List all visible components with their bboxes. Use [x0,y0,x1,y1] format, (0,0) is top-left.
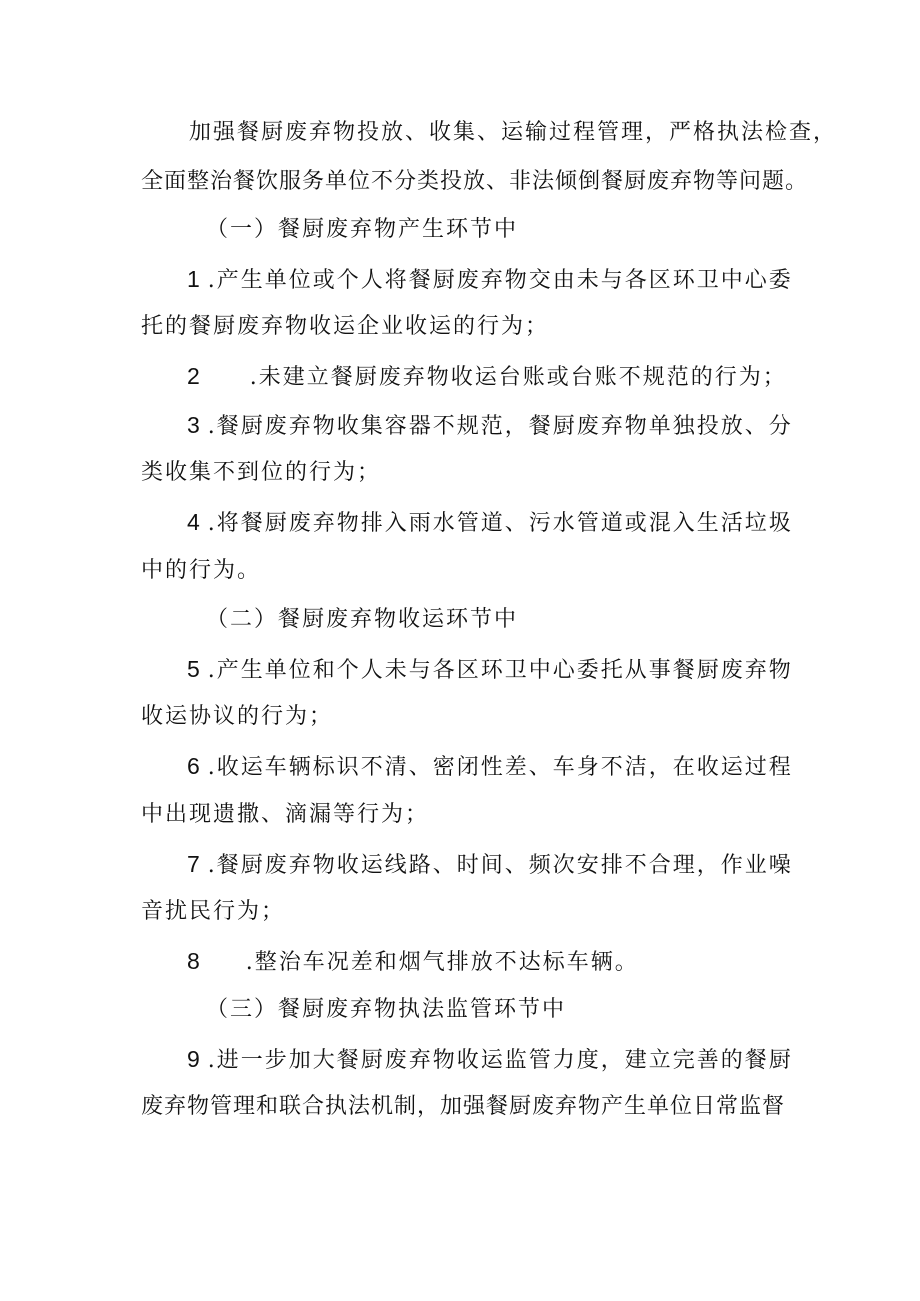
list-item-9-line-2: 废弃物管理和联合执法机制，加强餐厨废弃物产生单位日常监督 [141,1094,786,1119]
list-item-2 [187,361,787,393]
list-item-7-line-2: 音扰民行为； [141,899,286,924]
list-item-4-line-1 [187,507,793,539]
item-text: .收运车辆标识不清、密闭性差、车身不洁，在收运过程 [207,755,793,780]
section-heading-2: （二）餐厨废弃物收运环节中 [206,607,519,632]
list-item-7-line-1 [187,849,793,881]
item-number: 9 [187,1046,200,1072]
item-text: .产生单位或个人将餐厨废弃物交由未与各区环卫中心委 [207,268,793,293]
item-text: .餐厨废弃物收运线路、时间、频次安排不合理，作业噪 [207,853,793,878]
list-item-5-line-2: 收运协议的行为； [141,704,334,729]
item-text: .进一步加大餐厨废弃物收运监管力度，建立完善的餐厨 [207,1048,793,1073]
list-item-8 [187,946,639,978]
intro-line-2: 全面整治餐饮服务单位不分类投放、非法倾倒餐厨废弃物等问题。 [141,169,809,194]
item-text: .将餐厨废弃物排入雨水管道、污水管道或混入生活垃圾 [207,511,793,536]
item-text: .产生单位和个人未与各区环卫中心委托从事餐厨废弃物 [207,658,793,683]
item-number: 6 [187,753,200,779]
list-item-5-line-1 [187,654,793,686]
list-item-3-line-2: 类收集不到位的行为； [141,460,382,485]
section-heading-3: （三）餐厨废弃物执法监管环节中 [206,997,567,1022]
item-number: 7 [187,851,200,877]
item-text: .未建立餐厨废弃物收运台账或台账不规范的行为； [249,365,787,390]
list-item-1-line-2: 托的餐厨废弃物收运企业收运的行为； [141,314,550,339]
item-number: 4 [187,509,200,535]
item-number: 5 [187,656,200,682]
list-item-6-line-1 [187,751,793,783]
item-text: .餐厨废弃物收集容器不规范，餐厨废弃物单独投放、分 [207,414,793,439]
item-number: 3 [187,412,200,438]
intro-line-1: 加强餐厨废弃物投放、收集、运输过程管理，严格执法检查， [189,120,838,145]
list-item-4-line-2: 中的行为。 [141,558,262,583]
item-number: 2 [187,363,200,389]
item-number: 1 [187,266,200,292]
list-item-3-line-1 [187,410,793,442]
section-heading-1: （一）餐厨废弃物产生环节中 [206,217,519,242]
list-item-1-line-1 [187,264,793,296]
list-item-9-line-1 [187,1044,793,1076]
list-item-6-line-2: 中出现遗撒、滴漏等行为； [141,802,430,827]
item-text: .整治车况差和烟气排放不达标车辆。 [245,950,639,975]
item-number: 8 [187,948,200,974]
